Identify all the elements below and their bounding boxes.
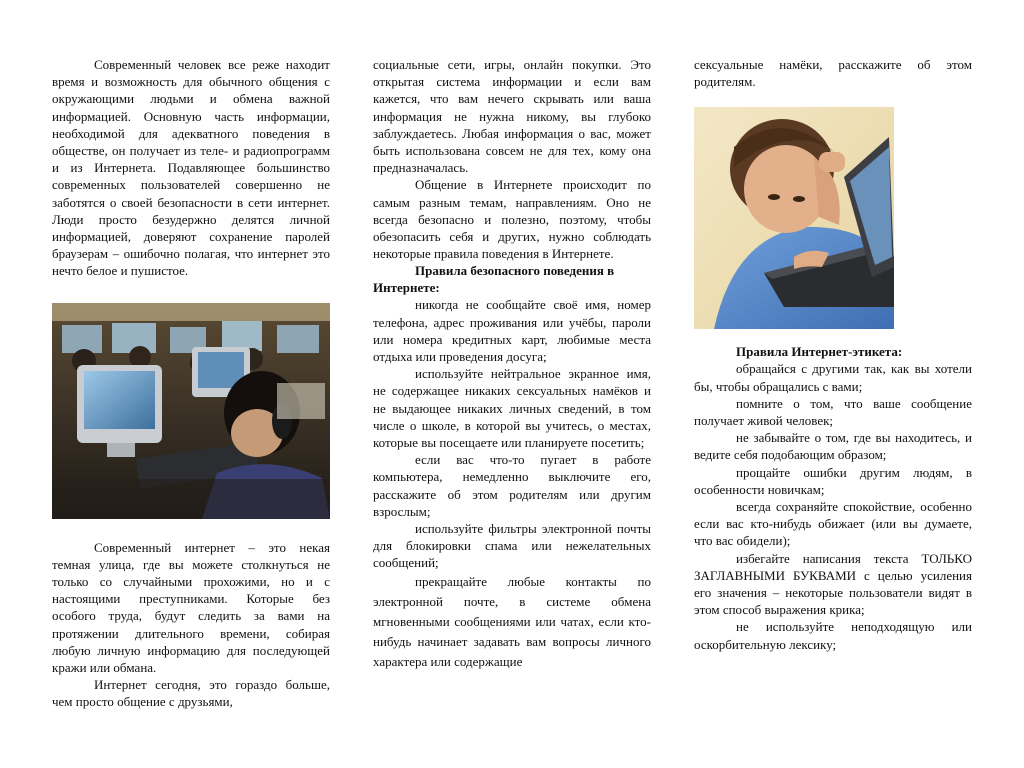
netiquette-heading: Правила Интернет-этикета:	[736, 344, 903, 360]
netiquette-rule: избегайте написания текста ТОЛЬКО ЗАГЛАВНЫМИ БУКВАМИ с целью усиления его значения – некоторые пользователи видят в этом способ выражения крика;	[694, 550, 972, 618]
netiquette-rule: обращайся с другими так, как вы хотели бы, чтобы обращались с вами;	[694, 361, 972, 394]
communication-paragraph: Общение в Интернете происходит по самым разным темам, направлениям. Оно не всегда безопасно и полезно, поэтому, чтобы обезопасить себя и других, нужно соблюдать некоторые правила поведения в Интернете.	[373, 177, 651, 262]
internet-cafe-photo	[52, 303, 330, 519]
safety-rule: используйте фильтры электронной почты для блокировки спама или нежелательных сообщений;	[373, 521, 651, 571]
netiquette-rule: прощайте ошибки другим людям, в особенности новичкам;	[694, 464, 972, 497]
left-column	[52, 56, 330, 711]
safety-rule: никогда не сообщайте своё имя, номер телефона, адрес проживания или учёбы, пароли или номера кредитных карт, любимые места отдыха или проведения досуга;	[373, 297, 651, 365]
netiquette-rule: всегда сохраняйте спокойствие, особенно если вас кто-нибудь обижает (или вы думаете, что вас обидели);	[694, 499, 972, 549]
boy-laptop-photo	[694, 107, 894, 329]
safety-rule: если вас что-то пугает в работе компьютера, немедленно выключите его, расскажите об этом родителям или другим взрослым;	[373, 452, 651, 519]
safety-rules-heading: Правила безопасного поведения в Интернете:	[373, 263, 615, 296]
netiquette-rule: не забывайте о том, где вы находитесь, и ведите себя подобающим образом;	[694, 430, 972, 463]
netiquette-rule: помните о том, что ваше сообщение получает живой человек;	[694, 395, 972, 429]
intro-paragraph: Современный человек все реже находит время и возможность для обычного общения с окружающими людьми и обмена важной информацией. Основную часть информации, необходимой для адекватного поведения в обществе, он получает из теле- и радиопрограмм и из Интернета. Подавляющее большинство современных пользователей совершенно не заботятся о своей безопасности в сети интернет. Люди просто безудержно делятся личной информацией, доверяют сохранение паролей браузерам – ошибочно полагая, что интернет это нечто белое и пушистое.	[52, 57, 330, 279]
safety-rule: прекращайте любые контакты по электронной почте, в системе обмена мгновенными сообщениями или чатах, если кто-нибудь начинает задавать вам вопросы личного характера или содержащие	[373, 573, 651, 669]
right-column	[694, 56, 972, 653]
dark-street-paragraph: Современный интернет – это некая темная улица, где вы можете столкнуться не только со случайными прохожими, но и с настоящими преступниками. Которые без особого труда, будут следить за вами на протяжении длительного времени, собирая любую личную информацию для последующей кражи или обмана.	[52, 539, 330, 676]
safety-rule: используйте нейтральное экранное имя, не содержащее никаких сексуальных намёков и не выдающее никаких личных сведений, в том числе о школе, в которой вы учитесь, о местах, которые вы посещаете или планируете посетить;	[373, 366, 651, 451]
netiquette-rule: не используйте неподходящую или оскорбительную лексику;	[694, 619, 972, 652]
continued-paragraph: сексуальные намёки, расскажите об этом родителям.	[694, 57, 972, 90]
middle-column	[373, 56, 651, 672]
internet-today-paragraph: Интернет сегодня, это гораздо больше, чем просто общение с друзьями,	[52, 677, 330, 710]
open-system-paragraph: социальные сети, игры, онлайн покупки. Это открытая система информации и если вам кажется, что вам нечего скрывать или ваша информация не нужна никому, вы глубоко заблуждаетесь. Любая информация о вас, может быть использована совсем не для тех, кому она предназначалась.	[373, 57, 651, 176]
